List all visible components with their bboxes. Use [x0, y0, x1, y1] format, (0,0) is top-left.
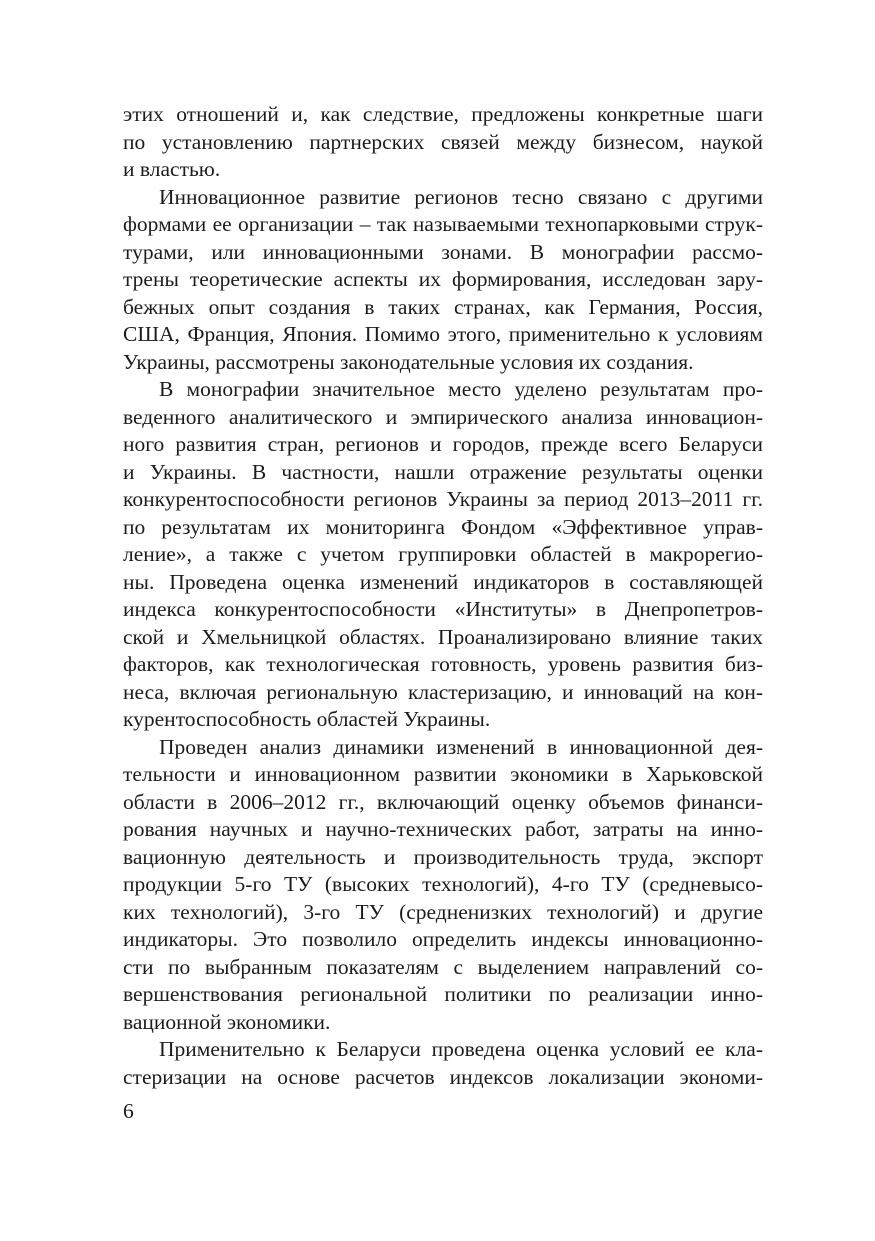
text-line: индикаторы. Это позволило определить индексы инновационно- [123, 927, 763, 951]
text-line: неса, включая региональную кластеризацию, и инноваций на кон- [123, 679, 763, 704]
text-line: В монографии значительное место уделено результатам про- [159, 377, 763, 401]
text-line: ких технологий), 3-го ТУ (средненизких технологий) и другие [123, 899, 763, 924]
text-line: ны. Проведена оценка изменений индикаторов в составляющей [123, 569, 763, 594]
text-line: вершенствования региональной политики по реализации инно- [123, 982, 763, 1006]
text-line: веденного аналитического и эмпирического анализа инновацион- [123, 404, 763, 429]
text-line: Проведен анализ динамики изменений в инновационной дея- [159, 734, 763, 759]
text-line: сти по выбранным показателям с выделением направлений со- [123, 954, 763, 979]
text-line: Применительно к Беларуси проведена оценка условий ее кла- [159, 1037, 763, 1061]
text-line: турами, или инновационными зонами. В монографии рассмо- [123, 239, 763, 264]
text-line: факторов, как технологическая готовность, уровень развития биз- [123, 652, 763, 676]
text-line: Украины, рассмотрены законодательные условия их создания. [123, 349, 694, 374]
text-line: ного развития стран, регионов и городов, прежде всего Беларуси [123, 432, 763, 456]
text-line: формами ее организации – так называемыми технопарковыми струк- [123, 212, 763, 236]
text-line: индекса конкурентоспособности «Институты» в Днепропетров- [123, 597, 763, 621]
text-line: стеризации на основе расчетов индексов локализации экономи- [123, 1064, 763, 1089]
text-line: вационной экономики. [123, 1009, 331, 1034]
text-line: продукции 5-го ТУ (высоких технологий), 4-го ТУ (средневысо- [123, 872, 763, 896]
text-line: трены теоретические аспекты их формирования, исследован зару- [123, 267, 763, 291]
text-line: ской и Хмельницкой областях. Проанализировано влияние таких [123, 624, 763, 649]
text-line: США, Франция, Япония. Помимо этого, применительно к условиям [123, 322, 763, 346]
text-line: конкурентоспособности регионов Украины за период 2013–2011 гг. [123, 487, 763, 511]
page-number: 6 [123, 1099, 134, 1123]
text-line: по установлению партнерских связей между бизнесом, наукой [123, 129, 763, 154]
text-line: Инновационное развитие регионов тесно связано с другими [159, 184, 763, 209]
text-line: ление», а также с учетом группировки областей в макрорегио- [123, 542, 763, 566]
text-line: курентоспособность областей Украины. [123, 707, 491, 731]
text-line: бежных опыт создания в таких странах, как Германия, Россия, [123, 294, 763, 319]
text-line: этих отношений и, как следствие, предложены конкретные шаги [123, 102, 763, 126]
text-line: вационную деятельность и производительность труда, экспорт [123, 844, 763, 869]
text-line: и властью. [123, 157, 221, 181]
text-line: области в 2006–2012 гг., включающий оценку объемов финанси- [123, 789, 763, 814]
text-line: по результатам их мониторинга Фондом «Эффективное управ- [123, 514, 763, 539]
text-line: рования научных и научно-технических работ, затраты на инно- [123, 817, 763, 841]
body-text [123, 101, 763, 1091]
text-line: тельности и инновационном развитии экономики в Харьковской [123, 762, 763, 786]
text-line: и Украины. В частности, нашли отражение результаты оценки [123, 459, 763, 484]
